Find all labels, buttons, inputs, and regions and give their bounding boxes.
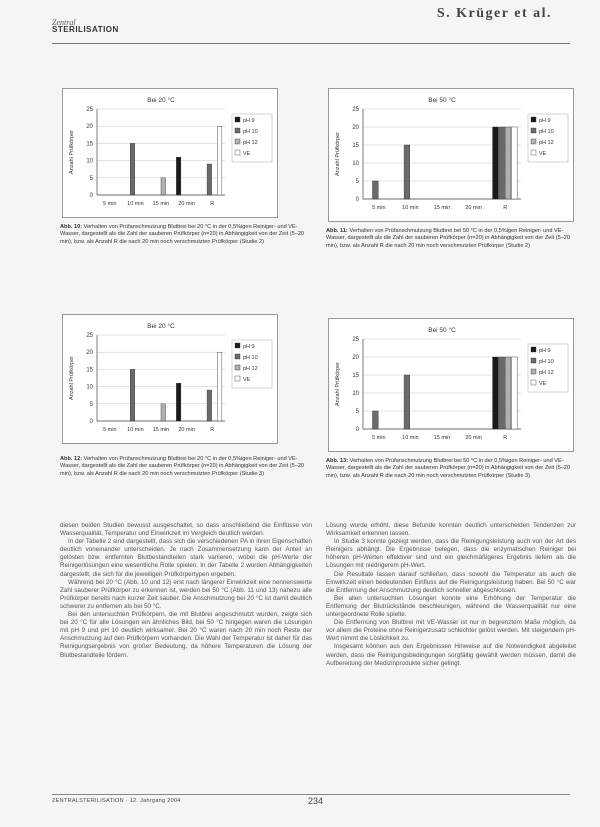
paragraph: Während bei 20 °C (Abb. 10 und 12) erst nach längerer Einwirkzeit eine nennenswerte Zahl sauberer Prüfkörper zu erkennen ist, werden bei 50 °C (Abb. 11 und 13) nahezu alle Prüfkörper bereits nach kurzer Zeit sauber. Die Anschmutzung bei 20 °C ist damit deutlich schwerer zu entfernen als bei 50 °C.	[60, 578, 312, 610]
bar	[161, 178, 166, 195]
chart-abb-11	[328, 88, 574, 222]
footer-journal: ZENTRALSTERILISATION · 12. Jahrgang 2004	[52, 798, 181, 804]
caption-text: Verhalten von Prüfanschmutzung Blutbrei bei 20 °C in der 0,5%igen Reiniger- und VE-Wasser, dargestellt als die Zahl der sauberen Prüfkörper (n=20) in Abhängigkeit von der Zeit (5–20 min), bzw. als Anzahl R die nach 20 min noch verschmutzten Prüfkörper (Studie 2)	[60, 224, 305, 245]
bar	[207, 390, 212, 421]
journal-logo	[52, 18, 119, 34]
y-tick-label: 25	[86, 333, 93, 339]
y-tick-label: 15	[86, 367, 93, 374]
paragraph: diesen beiden Studien bewusst ausgeschaltet, so dass anschließend die Einflüsse von Wasserqualität, Temperatur und Einwirkzeit im Vergleich deutlich werden.	[60, 522, 312, 538]
legend-label: VE	[539, 151, 547, 157]
legend-label: pH 10	[243, 355, 258, 361]
legend-swatch	[235, 354, 240, 359]
chart-abb-12	[62, 314, 278, 444]
caption-abb-10	[60, 224, 310, 246]
paragraph: Die Resultate lassen darauf schließen, dass sowohl die Temperatur als auch die Einwirkzeit einen bedeutenden Einfluss auf die Reinigungsleistung haben. Bei 50 °C war die Entfernung der Anschmutzung deutlich schneller abgeschlossen.	[326, 570, 576, 594]
paragraph: Die Entfernung von Blutbrei mit VE-Wasser ist nur in begrenztem Maße möglich, da vor allem die Proteine ohne Reinigerzusatz schlechter gelöst werden. Mit steigendem pH-Wert nimmt die Löslichkeit zu.	[326, 619, 576, 643]
chart-abb-10	[62, 88, 278, 218]
bar	[493, 127, 499, 199]
y-tick-label: 25	[352, 107, 359, 113]
caption-label: Abb. 12:	[60, 456, 83, 462]
x-tick-label: 15 min	[433, 435, 451, 441]
legend-swatch	[531, 139, 536, 144]
bar	[217, 126, 222, 195]
y-tick-label: 20	[86, 124, 93, 131]
x-tick-label: 20 min	[178, 201, 195, 207]
caption-label: Abb. 10:	[60, 224, 83, 230]
x-tick-label: 20 min	[465, 435, 482, 441]
bar	[130, 369, 135, 421]
bar	[512, 357, 518, 429]
header-rule	[52, 43, 570, 44]
legend-swatch	[531, 358, 536, 363]
author-header: S. Krüger et al.	[436, 6, 552, 21]
paragraph: Bei den untersuchten Prüfkörpern, die mit Blutbrei angeschmutzt wurden, zeigte sich bei 20 °C für alle Lösungen ein ähnliches Bild, bei 50 °C hingegen waren die Lösungen mit pH 9 und pH 10 deutlich wirksamer. Bei 20 °C waren nach 20 min noch Reste der Anschmutzung auf den Prüfkörpern vorhanden. Die Wahl der Temperatur ist daher für das Reinigungsergebnis von großer Bedeutung, da höhere Temperaturen die Lösung der Blutbestandteile fördern.	[60, 611, 312, 659]
y-tick-label: 25	[352, 337, 359, 343]
y-tick-label: 0	[89, 419, 93, 425]
caption-text: Verhalten von Prüfanschmutzung Blutbrei bei 50 °C in der 0,5%igen Reiniger- und VE-Wasser, dargestellt als die Zahl der sauberen Prüfkörper (n=20) in Abhängigkeit von der Zeit (5–20 min), bzw. als Anzahl R die nach 20 min noch verschmutzten Prüfkörper (Studie 2)	[326, 228, 571, 249]
y-tick-label: 10	[352, 161, 359, 167]
bar	[176, 383, 181, 421]
caption-label: Abb. 13:	[326, 458, 349, 464]
legend-swatch	[531, 369, 536, 374]
bar	[404, 145, 410, 199]
x-tick-label: 5 min	[103, 427, 117, 433]
chart-abb-10-svg	[63, 89, 277, 217]
legend-label: pH 10	[243, 129, 258, 135]
body-column-left	[60, 522, 312, 660]
y-tick-label: 10	[86, 384, 93, 391]
page-number: 234	[308, 796, 324, 806]
x-tick-label: 15 min	[433, 205, 451, 211]
paragraph: Lösung wurde erhöht, diese Befunde konnten deutlich unterscheiden Tendenzen zur Wirksamkeit erkennen lassen.	[326, 522, 576, 538]
legend-swatch	[531, 150, 536, 155]
legend-swatch	[235, 376, 240, 381]
x-tick-label: 15 min	[152, 201, 170, 207]
bar	[161, 404, 166, 421]
x-tick-label: 20 min	[178, 427, 195, 433]
legend-label: pH 10	[539, 359, 554, 365]
paragraph: Insgesamt können aus den Ergebnissen Hinweise auf die Notwendigkeit abgeleitet werden, dass die Reinigungsbedingungen sorgfältig gewählt werden müssen, damit die Aufbereitung der Medizinprodukte sicher gelingt.	[326, 643, 576, 667]
caption-abb-11	[326, 228, 576, 250]
bar	[505, 127, 511, 199]
paragraph: In der Tabelle 2 sind dargestellt, dass sich die verschiedenen PA in ihren Eigenschaften deutlich voneinander unterscheiden. Je nach Zusammensetzung kann der Anteil an gelösten bzw. entfernten Blutbestandteilen stark variieren, wobei die pH-Werte der Reinigerlösungen eine wesentliche Rolle spielen. In der Tabelle 2 wurden Abhängigkeiten dargestellt, die sich für die jeweiligen Prüfkörpertypen ergeben.	[60, 538, 312, 578]
bar	[217, 352, 222, 421]
y-axis-label: Anzahl Prüfkörper	[335, 361, 341, 407]
bar	[207, 164, 212, 195]
legend-swatch	[531, 380, 536, 385]
x-tick-label: 10 min	[127, 201, 144, 207]
y-tick-label: 0	[355, 427, 359, 433]
y-tick-label: 0	[355, 197, 359, 203]
x-tick-label: 5 min	[372, 435, 386, 441]
y-axis-label: Anzahl Prüfkörper	[335, 131, 341, 177]
chart-title: Bei 50 °C	[428, 327, 456, 334]
logo-main-text: STERILISATION	[52, 25, 119, 34]
y-tick-label: 5	[89, 401, 93, 408]
bar	[176, 157, 181, 195]
bar	[404, 375, 410, 429]
y-axis-label: Anzahl Prüfkörper	[69, 355, 75, 401]
legend-swatch	[235, 128, 240, 133]
x-tick-label: 20 min	[465, 205, 482, 211]
legend-swatch	[531, 128, 536, 133]
legend-label: pH 9	[539, 118, 551, 124]
y-tick-label: 5	[89, 175, 93, 182]
legend-swatch	[235, 117, 240, 122]
bar	[493, 357, 499, 429]
y-tick-label: 15	[352, 143, 359, 149]
y-tick-label: 0	[89, 193, 93, 199]
footer-rule	[52, 794, 570, 795]
x-tick-label: 10 min	[402, 205, 419, 211]
caption-text: Verhalten von Prüfanschmutzung Blutbrei bei 50 °C in der 0,5%igen Reiniger- und VE-Wasser, dargestellt als die Zahl der sauberen Prüfkörper (n=20) in Abhängigkeit von der Zeit (5–20 min), bzw. als Anzahl R die nach 20 min noch verschmutzten Prüfkörper (Studie 3)	[326, 458, 571, 479]
paragraph: In Studie 3 konnte gezeigt werden, dass die Reinigungsleistung auch von der Art des Reinigers abhängt. Die Ergebnisse belegen, dass die enzymatischen Reiniger bei höheren pH-Werten effektiver sind und ein gleichmäßigeres Ergebnis liefern als die Lösungen mit niedrigerem pH-Wert.	[326, 538, 576, 570]
x-tick-label: R	[210, 427, 215, 433]
legend-label: pH 12	[243, 140, 258, 146]
y-tick-label: 20	[352, 125, 359, 131]
bar	[130, 143, 135, 195]
legend-label: VE	[243, 151, 251, 157]
legend-label: VE	[243, 377, 251, 383]
x-tick-label: 5 min	[372, 205, 386, 211]
legend-label: VE	[539, 381, 547, 387]
caption-abb-12	[60, 456, 310, 478]
legend-label: pH 12	[243, 366, 258, 372]
legend-swatch	[235, 343, 240, 348]
y-tick-label: 25	[86, 107, 93, 113]
bar	[512, 127, 518, 199]
x-tick-label: 10 min	[127, 427, 144, 433]
legend-swatch	[235, 139, 240, 144]
x-tick-label: R	[503, 205, 508, 211]
caption-text: Verhalten von Prüfanschmutzung Blutbrei bei 20 °C in der 0,5%igen Reiniger- und VE-Wasser, dargestellt als die Zahl der sauberen Prüfkörper (n=20) in Abhängigkeit von der Zeit (5–20 min), bzw. als Anzahl R die nach 20 min noch verschmutzten Prüfkörper (Studie 3)	[60, 456, 305, 477]
x-tick-label: 5 min	[103, 201, 117, 207]
y-tick-label: 10	[86, 158, 93, 165]
legend-label: pH 12	[539, 370, 554, 376]
body-column-right	[326, 522, 576, 668]
caption-label: Abb. 11:	[326, 228, 348, 234]
legend-label: pH 9	[539, 348, 551, 354]
y-tick-label: 15	[352, 373, 359, 379]
chart-title: Bei 50 °C	[428, 97, 456, 104]
x-tick-label: R	[210, 201, 215, 207]
bar	[372, 411, 378, 429]
bar	[499, 127, 505, 199]
y-tick-label: 20	[352, 355, 359, 361]
y-tick-label: 15	[86, 141, 93, 148]
x-tick-label: 15 min	[152, 427, 170, 433]
caption-abb-13	[326, 458, 576, 480]
legend-label: pH 12	[539, 140, 554, 146]
chart-abb-13	[328, 318, 574, 452]
paragraph: Bei allen untersuchten Lösungen konnte eine Erhöhung der Temperatur die Entfernung der Blutrückstände beschleunigen, während die Wasserqualität nur eine untergeordnete Rolle spielte.	[326, 594, 576, 619]
y-tick-label: 5	[355, 179, 359, 185]
legend-swatch	[531, 117, 536, 122]
chart-abb-12-svg	[63, 315, 277, 443]
legend-label: pH 9	[243, 118, 255, 124]
legend-swatch	[235, 150, 240, 155]
legend-label: pH 9	[243, 344, 255, 350]
bar	[505, 357, 511, 429]
chart-title: Bei 20 °C	[147, 323, 175, 330]
x-tick-label: 10 min	[402, 435, 419, 441]
logo-top-text: Zentral	[52, 18, 76, 27]
chart-title: Bei 20 °C	[147, 97, 175, 104]
bar	[499, 357, 505, 429]
y-tick-label: 5	[355, 409, 359, 415]
chart-abb-11-svg	[329, 89, 573, 221]
bar	[372, 181, 378, 199]
legend-swatch	[235, 365, 240, 370]
legend-swatch	[531, 347, 536, 352]
y-tick-label: 10	[352, 391, 359, 397]
chart-abb-13-svg	[329, 319, 573, 451]
y-tick-label: 20	[86, 350, 93, 357]
y-axis-label: Anzahl Prüfkörper	[69, 129, 75, 175]
legend-label: pH 10	[539, 129, 554, 135]
x-tick-label: R	[503, 435, 508, 441]
